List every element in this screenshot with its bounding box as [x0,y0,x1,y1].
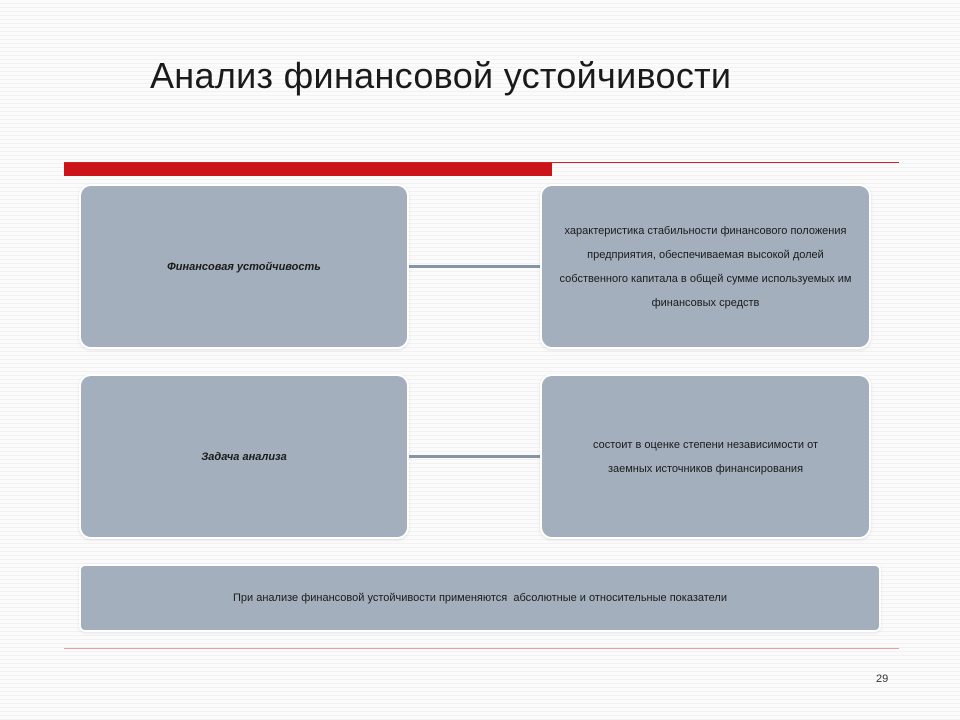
term-label: Задача анализа [201,450,287,463]
indicators-note-box [81,566,879,630]
indicators-note-text: При анализе финансовой устойчивости применяются абсолютные и относительные показатели [233,592,727,604]
term-label: Финансовая устойчивость [167,260,321,273]
footer-divider [64,648,899,649]
page-number: 29 [876,673,889,685]
definition-box-analysis-task [542,376,869,537]
title-divider-accent [64,163,552,176]
definition-text: состоит в оценке степени независимости от заемных источников финансирования [593,438,818,475]
term-box-analysis-task [81,376,407,537]
definition-text: характеристика стабильности финансового положения предприятия, обеспечиваемая высокой долей собственного капитала в общей сумме используемых им финансовых средств [559,224,852,309]
slide-title: Анализ финансовой устойчивости [150,55,732,96]
definition-box-financial-stability [542,186,869,347]
term-box-financial-stability [81,186,407,347]
connector-line [409,265,540,268]
connector-line [409,455,540,458]
